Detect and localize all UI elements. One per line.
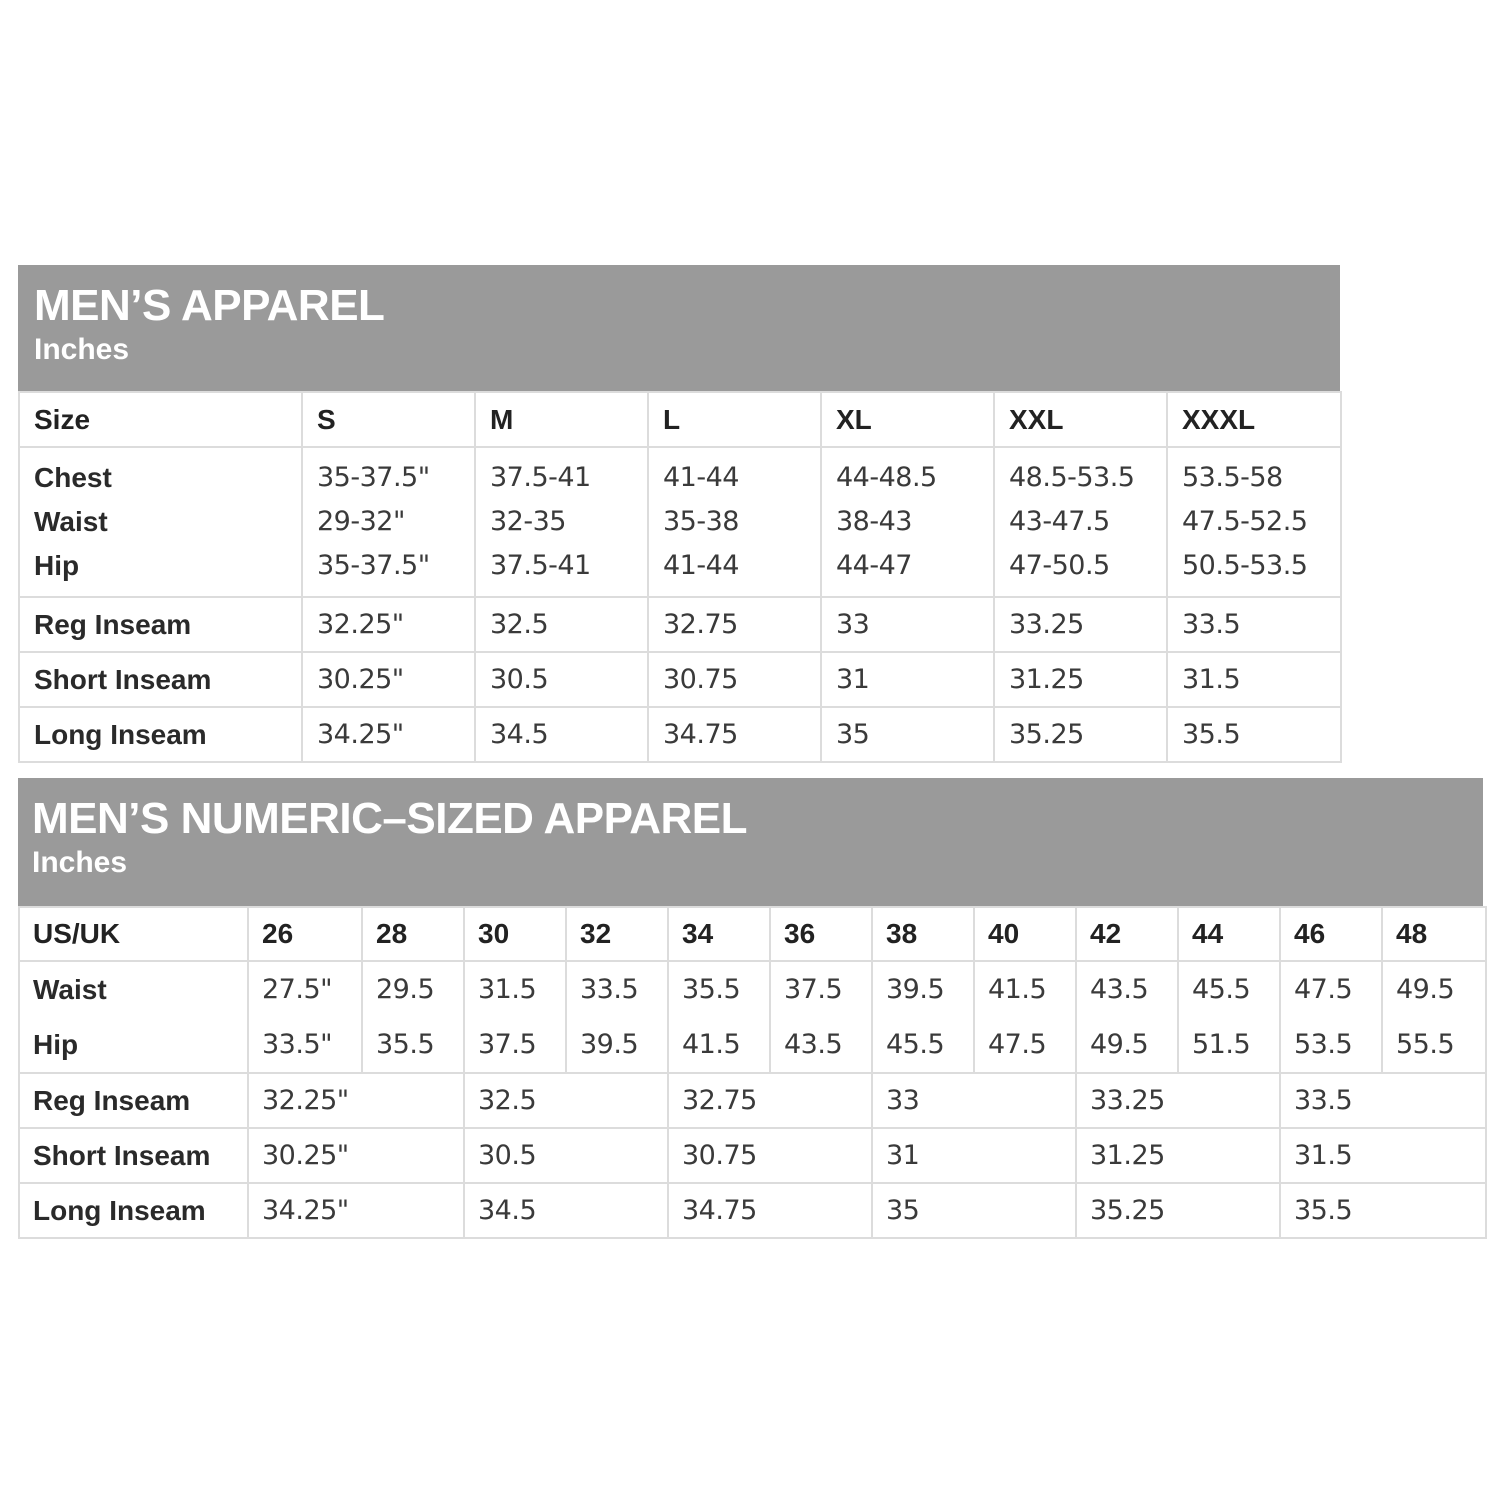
waist-value: 41.5 xyxy=(988,974,1047,1005)
chart-banner xyxy=(18,778,1483,906)
row-label: Long Inseam xyxy=(19,1183,248,1238)
value-cell: 35.5 xyxy=(1280,1183,1486,1238)
value-cell: 32.25" xyxy=(248,1073,464,1128)
body-measure-row xyxy=(19,447,1341,597)
value-cell: 33.5 xyxy=(1167,597,1341,652)
header-row xyxy=(19,392,1341,447)
waist-value: 29.5 xyxy=(376,974,435,1005)
chart-title: MEN’S NUMERIC–SIZED APPAREL xyxy=(32,794,748,843)
measure-cell xyxy=(302,447,475,597)
waist-value: 27.5" xyxy=(262,974,333,1005)
waist-hip-row xyxy=(19,961,1486,1073)
hip-value: 49.5 xyxy=(1090,1029,1149,1060)
value-cell: 34.75 xyxy=(668,1183,872,1238)
value-cell: 30.75 xyxy=(648,652,821,707)
value: 41-44 xyxy=(663,462,739,493)
value-cell: 30.75 xyxy=(668,1128,872,1183)
header-cell: 34 xyxy=(668,907,770,961)
measure-cell xyxy=(1167,447,1341,597)
long-inseam-row xyxy=(19,1183,1486,1238)
value: 48.5-53.5 xyxy=(1009,462,1135,493)
hip-value: 33.5" xyxy=(262,1029,333,1060)
header-cell: 42 xyxy=(1076,907,1178,961)
waist-value: 37.5 xyxy=(784,974,843,1005)
measure-cell xyxy=(821,447,994,597)
measure-cell xyxy=(362,961,464,1073)
size-table xyxy=(18,391,1342,763)
measure-cell xyxy=(770,961,872,1073)
value-cell: 33.25 xyxy=(994,597,1167,652)
measure-cell xyxy=(648,447,821,597)
waist-value: 33.5 xyxy=(580,974,639,1005)
value-cell: 32.75 xyxy=(668,1073,872,1128)
header-cell: L xyxy=(648,392,821,447)
header-cell: XL xyxy=(821,392,994,447)
header-cell: 48 xyxy=(1382,907,1486,961)
header-cell: 26 xyxy=(248,907,362,961)
waist-value: 45.5 xyxy=(1192,974,1251,1005)
value: 35-37.5" xyxy=(317,462,430,493)
measure-cell xyxy=(464,961,566,1073)
header-cell: M xyxy=(475,392,648,447)
short-inseam-row xyxy=(19,1128,1486,1183)
value-cell: 32.25" xyxy=(302,597,475,652)
value-cell: 33.25 xyxy=(1076,1073,1280,1128)
value-cell: 33 xyxy=(821,597,994,652)
value-cell: 30.5 xyxy=(475,652,648,707)
reg-inseam-row xyxy=(19,1073,1486,1128)
hip-value: 53.5 xyxy=(1294,1029,1353,1060)
value-cell: 34.5 xyxy=(475,707,648,762)
value: 35-37.5" xyxy=(317,550,430,581)
header-cell: XXXL xyxy=(1167,392,1341,447)
header-row xyxy=(19,907,1486,961)
reg-inseam-row xyxy=(19,597,1341,652)
hip-value: 51.5 xyxy=(1192,1029,1251,1060)
row-label: Reg Inseam xyxy=(19,1073,248,1128)
value-cell: 34.75 xyxy=(648,707,821,762)
chart-title: MEN’S APPAREL xyxy=(34,281,385,330)
measure-cell xyxy=(1382,961,1486,1073)
value-cell: 31.5 xyxy=(1280,1128,1486,1183)
hip-value: 47.5 xyxy=(988,1029,1047,1060)
value-cell: 30.25" xyxy=(302,652,475,707)
value-cell: 34.25" xyxy=(302,707,475,762)
measure-cell xyxy=(668,961,770,1073)
value-cell: 35 xyxy=(821,707,994,762)
header-cell: S xyxy=(302,392,475,447)
header-cell: US/UK xyxy=(19,907,248,961)
value: 44-48.5 xyxy=(836,462,937,493)
label-hip: Hip xyxy=(33,1029,79,1060)
value-cell: 31 xyxy=(821,652,994,707)
value-cell: 31.25 xyxy=(1076,1128,1280,1183)
header-cell: 32 xyxy=(566,907,668,961)
value: 47.5-52.5 xyxy=(1182,506,1308,537)
value: 50.5-53.5 xyxy=(1182,550,1308,581)
long-inseam-row xyxy=(19,707,1341,762)
waist-value: 39.5 xyxy=(886,974,945,1005)
waist-value: 35.5 xyxy=(682,974,741,1005)
value-cell: 34.5 xyxy=(464,1183,668,1238)
value: 41-44 xyxy=(663,550,739,581)
label-waist: Waist xyxy=(34,506,108,537)
header-cell: 30 xyxy=(464,907,566,961)
value: 47-50.5 xyxy=(1009,550,1110,581)
value: 37.5-41 xyxy=(490,550,591,581)
hip-value: 45.5 xyxy=(886,1029,945,1060)
value-cell: 31.25 xyxy=(994,652,1167,707)
hip-value: 43.5 xyxy=(784,1029,843,1060)
value-cell: 32.75 xyxy=(648,597,821,652)
numeric-size-table xyxy=(18,906,1487,1239)
value-cell: 32.5 xyxy=(464,1073,668,1128)
value: 53.5-58 xyxy=(1182,462,1283,493)
value-cell: 31.5 xyxy=(1167,652,1341,707)
header-cell: XXL xyxy=(994,392,1167,447)
value-cell: 35.25 xyxy=(994,707,1167,762)
measure-cell xyxy=(1076,961,1178,1073)
value-cell: 33 xyxy=(872,1073,1076,1128)
row-label: Long Inseam xyxy=(19,707,302,762)
row-label: Short Inseam xyxy=(19,652,302,707)
short-inseam-row xyxy=(19,652,1341,707)
chart-unit: Inches xyxy=(34,333,130,366)
value-cell: 30.25" xyxy=(248,1128,464,1183)
waist-value: 49.5 xyxy=(1396,974,1455,1005)
value: 32-35 xyxy=(490,506,566,537)
row-label: Short Inseam xyxy=(19,1128,248,1183)
header-cell: 28 xyxy=(362,907,464,961)
measure-cell xyxy=(566,961,668,1073)
label-hip: Hip xyxy=(34,550,80,581)
value: 43-47.5 xyxy=(1009,506,1110,537)
header-cell: 46 xyxy=(1280,907,1382,961)
header-cell: 36 xyxy=(770,907,872,961)
label-waist: Waist xyxy=(33,974,107,1005)
mens-apparel-size-chart xyxy=(18,265,1340,763)
waist-value: 43.5 xyxy=(1090,974,1149,1005)
value: 38-43 xyxy=(836,506,912,537)
header-cell: 40 xyxy=(974,907,1076,961)
value-cell: 35.25 xyxy=(1076,1183,1280,1238)
value-cell: 33.5 xyxy=(1280,1073,1486,1128)
hip-value: 39.5 xyxy=(580,1029,639,1060)
measure-cell xyxy=(1280,961,1382,1073)
row-label xyxy=(19,961,248,1073)
waist-value: 31.5 xyxy=(478,974,537,1005)
row-label xyxy=(19,447,302,597)
measure-cell xyxy=(248,961,362,1073)
value-cell: 35.5 xyxy=(1167,707,1341,762)
measure-cell xyxy=(475,447,648,597)
value: 37.5-41 xyxy=(490,462,591,493)
mens-numeric-sized-apparel-chart xyxy=(18,778,1483,1239)
measure-cell xyxy=(1178,961,1280,1073)
measure-cell xyxy=(994,447,1167,597)
header-cell: 38 xyxy=(872,907,974,961)
value: 29-32" xyxy=(317,506,405,537)
value-cell: 34.25" xyxy=(248,1183,464,1238)
header-cell: Size xyxy=(19,392,302,447)
measure-cell xyxy=(872,961,974,1073)
hip-value: 55.5 xyxy=(1396,1029,1455,1060)
value-cell: 32.5 xyxy=(475,597,648,652)
value: 44-47 xyxy=(836,550,912,581)
value-cell: 30.5 xyxy=(464,1128,668,1183)
value: 35-38 xyxy=(663,506,739,537)
hip-value: 41.5 xyxy=(682,1029,741,1060)
measure-cell xyxy=(974,961,1076,1073)
row-label: Reg Inseam xyxy=(19,597,302,652)
chart-unit: Inches xyxy=(32,846,128,879)
label-chest: Chest xyxy=(34,462,112,493)
chart-banner xyxy=(18,265,1340,391)
waist-value: 47.5 xyxy=(1294,974,1353,1005)
hip-value: 37.5 xyxy=(478,1029,537,1060)
value-cell: 35 xyxy=(872,1183,1076,1238)
value-cell: 31 xyxy=(872,1128,1076,1183)
hip-value: 35.5 xyxy=(376,1029,435,1060)
header-cell: 44 xyxy=(1178,907,1280,961)
